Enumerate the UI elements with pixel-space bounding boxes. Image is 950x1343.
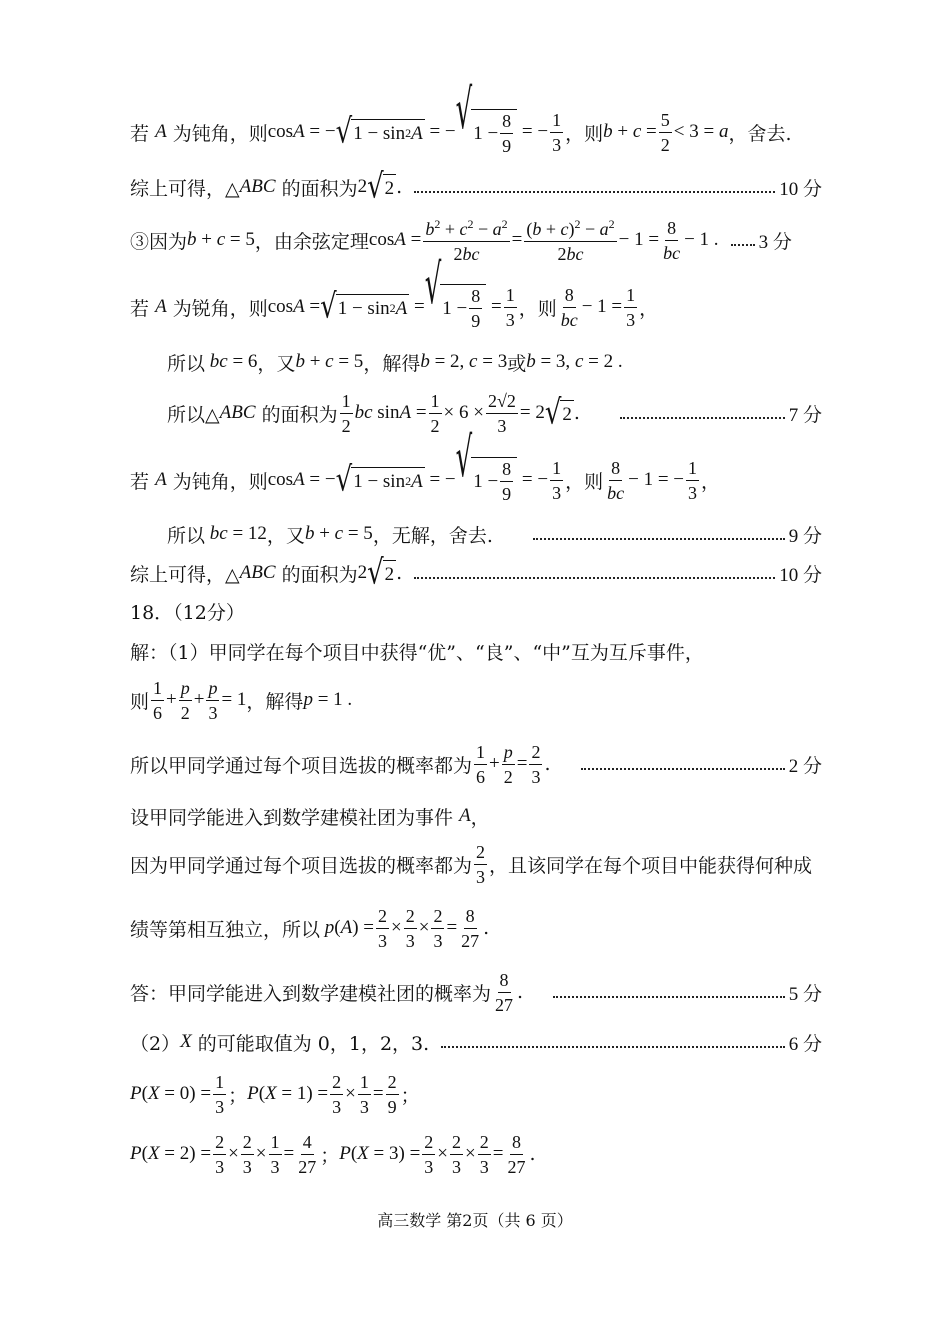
text: 综上可得，△ xyxy=(130,177,240,200)
text: 绩等第相互独立，所以 xyxy=(130,918,321,941)
text: （2） xyxy=(130,1032,181,1055)
line-independence: 绩等第相互独立，所以 p(A) = $\frac{2}{3}$ × $\frac{2}{3}$ × $\frac{2}{3}$ = $\frac{8}{27}$ . xyxy=(130,905,490,951)
sqrt-expression: √ 1 − $\frac{8}{9}$ xyxy=(456,457,518,503)
line-pass-probability: 所以甲同学通过每个项目选拔的概率都为 $\frac{1}{6}$ + $\frac{p}{2}$ = $\frac{2}{3}$ . 2 分 xyxy=(130,741,822,787)
text: 或 xyxy=(507,352,527,375)
score-label: 5 分 xyxy=(788,983,822,1005)
line-cosine-rule: ③因为 b + c = 5 ，由余弦定理 cosA = $\frac{b^2 + c^2 - a^2}{2bc}$ = $\frac{(b + c)^2 - a^2}{2bc}$ − 1 = $\frac{8}{bc}$ − 1 . 3 分 xyxy=(130,216,792,264)
sqrt-expression: √ 2 xyxy=(367,167,395,207)
text: 的可能取值为 0，1，2，3. xyxy=(197,1032,430,1055)
text: ，则 xyxy=(565,470,604,493)
dot-leader xyxy=(553,996,785,998)
text: 若 xyxy=(130,470,150,493)
line-px-2-3: P(X = 2) = $\frac{2}{3}$ × $\frac{2}{3}$ × $\frac{1}{3}$ = $\frac{4}{27}$ ； P(X = 3) = $\frac{2}{3}$ × $\frac{2}{3}$ × $\frac{2}{3}$ = $\frac{8}{27}$ . xyxy=(130,1131,536,1177)
sqrt-expression: √ 1 − $\frac{8}{9}$ xyxy=(456,109,518,155)
text: 为锐角，则 xyxy=(172,297,268,320)
text: ，解得 xyxy=(363,352,421,375)
sqrt-expression: √ 1 − sin 2 A xyxy=(335,460,423,500)
score-label: 2 分 xyxy=(788,755,822,777)
dot-leader xyxy=(414,577,775,579)
page-footer: 高三数学 第2页（共 6 页） xyxy=(377,1211,573,1230)
score-label: 7 分 xyxy=(788,404,822,426)
text: 答：甲同学能进入到数学建模社团的概率为 xyxy=(130,982,492,1005)
sqrt-expression: √ 2 xyxy=(367,553,395,593)
dot-leader xyxy=(441,1046,785,1048)
text: ，舍去. xyxy=(728,122,792,145)
text: ，又 xyxy=(257,352,296,375)
text: 设甲同学能进入到数学建模社团为事件 xyxy=(130,806,454,829)
text: ； xyxy=(400,1084,420,1107)
text: ，又 xyxy=(266,524,305,547)
text: ； xyxy=(228,1084,248,1107)
text: ，则 xyxy=(518,297,557,320)
text: 为钝角，则 xyxy=(172,470,268,493)
sqrt-expression: √ 2 xyxy=(544,393,572,433)
text: 所以甲同学通过每个项目选拔的概率都为 xyxy=(130,754,473,777)
line-area-acute: 所以△ ABC 的面积为 $\frac{1}{2}$ bc sinA = $\frac{1}{2}$ × 6 × $\frac{2√2}{3}$ = 2 √ 2 . 7 分 xyxy=(167,390,822,436)
text: 所以△ xyxy=(167,403,220,426)
text: 的面积为 xyxy=(281,177,358,200)
line-obtuse-case-2: 若 A 为钝角，则 cosA = − √ 1 − sin 2 A = − √ 1 − $\frac{8}{9}$ = − $\frac{1}{3}$ ，则 $\frac{8}{bc}$ − 1 = − $\frac{1}{3}$ ， xyxy=(130,427,721,504)
dot-leader xyxy=(731,244,755,246)
line-solve-bc-6: 所以 bc = 6 ，又 b + c = 5 ，解得 b = 2, c = 3 或 b = 3, c = 2 . xyxy=(167,342,822,382)
sqrt-expression: √ 1 − sin 2 A xyxy=(320,287,408,327)
text: 若 xyxy=(130,297,150,320)
text: 18．（12分） xyxy=(130,601,245,624)
score-label: 10 分 xyxy=(779,178,822,200)
line-obtuse-case-1: 若 A 为钝角，则 cosA = − √ 1 − sin 2 A = − √ 1 − $\frac{8}{9}$ = − $\frac{1}{3}$ ，则 b + c = $\frac{5}{2}$ < 3 = a ，舍去. xyxy=(130,79,792,156)
text: ，由余弦定理 xyxy=(254,230,369,253)
text: ，则 xyxy=(565,122,604,145)
dot-leader xyxy=(620,417,785,419)
score-label: 3 分 xyxy=(758,231,792,253)
score-label: 10 分 xyxy=(779,564,822,586)
dot-leader xyxy=(581,768,785,770)
score-label: 9 分 xyxy=(788,525,822,547)
line-summary-2: 综上可得，△ ABC 的面积为 2 √ 2 . 10 分 xyxy=(130,553,822,593)
line-solve-p: 则 $\frac{1}{6}$ + $\frac{p}{2}$ + $\frac{p}{3}$ = 1 ，解得 p = 1 . xyxy=(130,677,353,723)
question-18-heading xyxy=(130,591,822,631)
text: 所以 xyxy=(167,524,206,547)
sqrt-expression: √ 1 − $\frac{8}{9}$ xyxy=(425,284,487,330)
text: 所以 xyxy=(167,352,206,375)
line-answer: 答：甲同学能进入到数学建模社团的概率为 $\frac{8}{27}$ . 5 分 xyxy=(130,969,822,1015)
text: ③因为 xyxy=(130,230,188,253)
text: 若 xyxy=(130,122,150,145)
text: ，解得 xyxy=(246,690,304,713)
line-because: 因为甲同学通过每个项目选拔的概率都为 $\frac{2}{3}$ ，且该同学在每个项目中能获得何种成 xyxy=(130,841,813,887)
text: 解：（1）甲同学在每个项目中获得“优”、“良”、“中”互为互斥事件， xyxy=(130,641,704,664)
text: 为钝角，则 xyxy=(172,122,268,145)
line-x-values: （2） X 的可能取值为 0，1，2，3. 6 分 xyxy=(130,1022,822,1062)
sqrt-expression: √ 1 − sin 2 A xyxy=(335,112,423,152)
text: 则 xyxy=(130,690,150,713)
text: 综上可得，△ xyxy=(130,563,240,586)
score-label: 6 分 xyxy=(788,1033,822,1055)
dot-leader xyxy=(414,191,775,193)
dot-leader xyxy=(533,538,785,540)
line-solution-intro xyxy=(130,631,822,671)
text: ； xyxy=(320,1144,340,1167)
text: 因为甲同学通过每个项目选拔的概率都为 xyxy=(130,854,473,877)
text: ，无解，舍去. xyxy=(372,524,493,547)
line-define-event: 设甲同学能进入到数学建模社团为事件 A ， xyxy=(130,796,822,836)
text: 的面积为 xyxy=(281,563,358,586)
text: 的面积为 xyxy=(261,403,338,426)
line-acute-case: 若 A 为锐角，则 cosA = √ 1 − sin 2 A = √ 1 − $\frac{8}{9}$ = $\frac{1}{3}$ ，则 $\frac{8}{bc}$ − 1 = $\frac{1}{3}$ ， xyxy=(130,254,659,331)
line-no-solution: 所以 bc = 12 ，又 b + c = 5 ，无解，舍去. 9 分 xyxy=(167,514,822,554)
line-summary-1: 综上可得，△ ABC 的面积为 2 √ 2 . 10 分 xyxy=(130,167,822,207)
line-px-0-1: P(X = 0) = $\frac{1}{3}$ ； P(X = 1) = $\frac{2}{3}$ × $\frac{1}{3}$ = $\frac{2}{9}$ ； xyxy=(130,1071,420,1117)
text: ，且该同学在每个项目中能获得何种成 xyxy=(489,854,813,877)
